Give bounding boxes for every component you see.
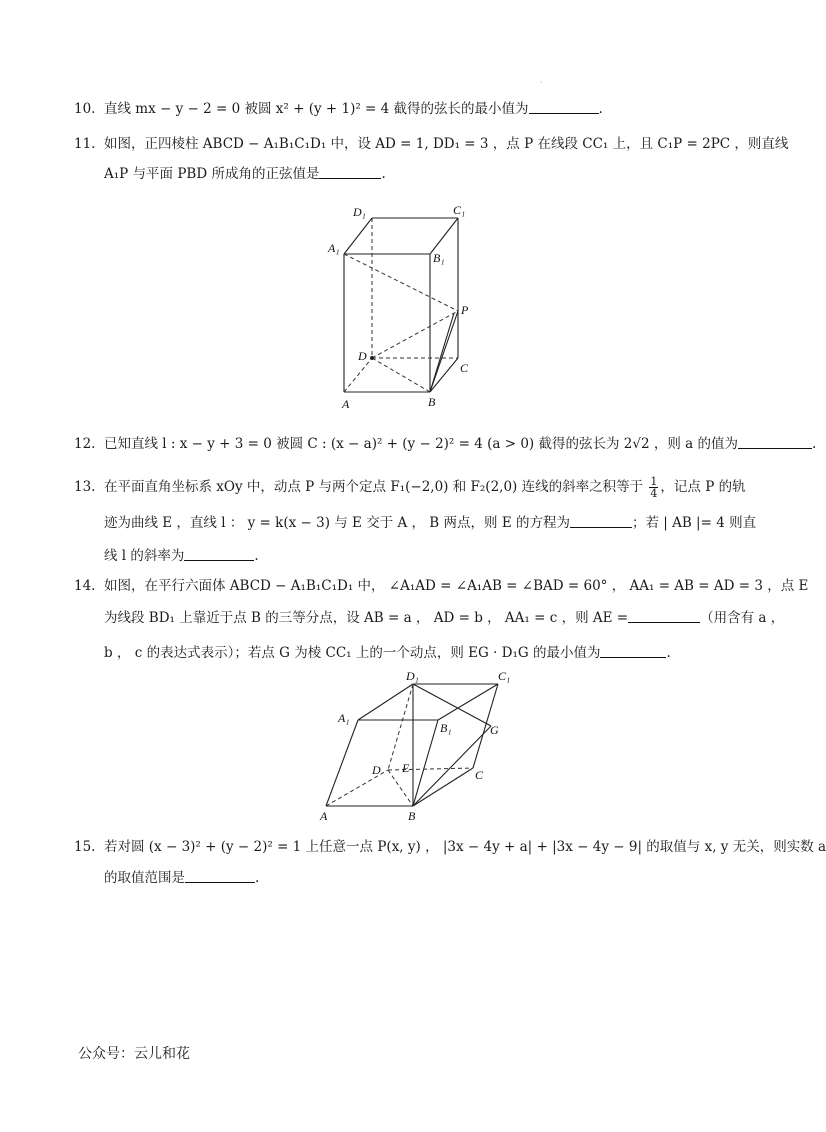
question-14-line2	[104, 608, 784, 628]
question-number: 14.	[74, 578, 96, 594]
question-number: 10.	[74, 101, 96, 117]
question-number: 15.	[74, 839, 96, 855]
label-B1: B₁	[433, 251, 445, 265]
label-C: C	[475, 768, 484, 782]
answer-blank-2[interactable]	[184, 546, 254, 561]
answer-blank[interactable]	[529, 99, 599, 114]
question-text: b ， c 的表达式表示）；若点 G 为棱 CC₁ 上的一个动点，则 EG · D₁G 的最小值为	[104, 645, 601, 661]
question-text: 的取值范围是	[104, 870, 185, 886]
question-number: 12.	[74, 436, 96, 452]
footer-wechat-account: 公众号：云儿和花	[78, 1046, 190, 1062]
label-G: G	[490, 723, 499, 737]
parallelepiped-figure	[318, 668, 528, 826]
question-number: 11.	[74, 136, 96, 152]
label-D: D	[372, 763, 381, 777]
question-15-line2	[104, 868, 259, 888]
question-13-line3	[104, 546, 259, 566]
label-C: C	[460, 361, 469, 375]
question-text: 直线 mx − y − 2 = 0 被圆 x² + (y + 1)² = 4 截得的弦长的最小值为	[104, 101, 529, 117]
answer-blank[interactable]	[185, 868, 255, 883]
question-text: 已知直线 l : x − y + 3 = 0 被圆 C : (x − a)² + (y − 2)² = 4 (a > 0) 截得的弦长为 2√2 ，则 a 的值为	[104, 436, 738, 452]
fraction-one-quarter	[649, 476, 658, 499]
question-15	[74, 837, 826, 857]
question-text: 在平面直角坐标系 xOy 中，动点 P 与两个定点 F₁(−2,0) 和 F₂(2,0) 连线的斜率之积等于	[104, 479, 644, 495]
label-C1: C₁	[498, 669, 511, 683]
question-text: 线 l 的斜率为	[104, 548, 185, 564]
question-number: 13.	[74, 479, 96, 495]
question-text: 若对圆 (x − 3)² + (y − 2)² = 1 上任意一点 P(x, y) ， |3x − 4y + a| + |3x − 4y − 9| 的取值与 x, y 无关，则实数 a	[104, 839, 826, 855]
label-E: E	[402, 761, 410, 775]
label-D: D	[358, 349, 367, 363]
label-A1: A₁	[338, 711, 350, 725]
label-A: A	[320, 809, 328, 823]
prism-figure	[320, 200, 490, 415]
question-text-cont: ，记点 P 的轨	[660, 479, 746, 495]
question-text-cont: （用含有 a ，	[700, 610, 785, 626]
question-11-line2	[104, 164, 386, 184]
question-13-line2	[104, 513, 756, 533]
question-14	[74, 576, 809, 596]
label-B: B	[408, 809, 416, 823]
label-D1: D₁	[406, 669, 419, 683]
question-text: 为线段 BD₁ 上靠近于点 B 的三等分点，设 AB = a ， AD = b ， AA₁ = c ，则 AE =	[104, 610, 629, 626]
label-P: P	[461, 303, 469, 317]
label-B1: B₁	[440, 721, 452, 735]
question-text: 如图，正四棱柱 ABCD − A₁B₁C₁D₁ 中，设 AD = 1, DD₁ = 3 ，点 P 在线段 CC₁ 上，且 C₁P = 2PC ，则直线	[104, 136, 789, 152]
fraction-numerator: 1	[650, 475, 658, 488]
answer-blank-2[interactable]	[600, 643, 666, 658]
answer-blank-1[interactable]	[628, 608, 700, 623]
question-11	[74, 134, 789, 154]
label-B: B	[428, 395, 436, 409]
question-text-cont: ；若 | AB |= 4 则直	[631, 515, 757, 531]
answer-blank[interactable]	[738, 434, 812, 449]
period: .	[598, 101, 603, 117]
answer-blank[interactable]	[319, 164, 381, 179]
period: .	[381, 166, 386, 182]
label-D1: D₁	[353, 205, 366, 219]
question-text: A₁P 与平面 PBD 所成角的正弦值是	[104, 166, 320, 182]
fraction-denominator: 4	[650, 487, 658, 500]
question-14-line3	[104, 643, 671, 663]
question-text: 迹为曲线 E ，直线 l ： y = k(x − 3) 与 E 交于 A ， B 两点，则 E 的方程为	[104, 515, 570, 531]
question-10	[74, 99, 740, 119]
label-A1: A₁	[328, 241, 340, 255]
answer-blank-1[interactable]	[570, 513, 632, 528]
question-13	[74, 475, 746, 500]
question-text: 如图，在平行六面体 ABCD − A₁B₁C₁D₁ 中， ∠A₁AD = ∠A₁AB = ∠BAD = 60° ， AA₁ = AB = AD = 3 ，点 E	[104, 578, 809, 594]
period: .	[254, 548, 259, 564]
page-mark: ·	[540, 78, 543, 87]
period: .	[255, 870, 260, 886]
question-12	[74, 434, 817, 454]
label-A: A	[342, 397, 350, 411]
period: .	[811, 436, 817, 452]
period: .	[666, 645, 671, 661]
label-C1: C₁	[453, 203, 466, 217]
